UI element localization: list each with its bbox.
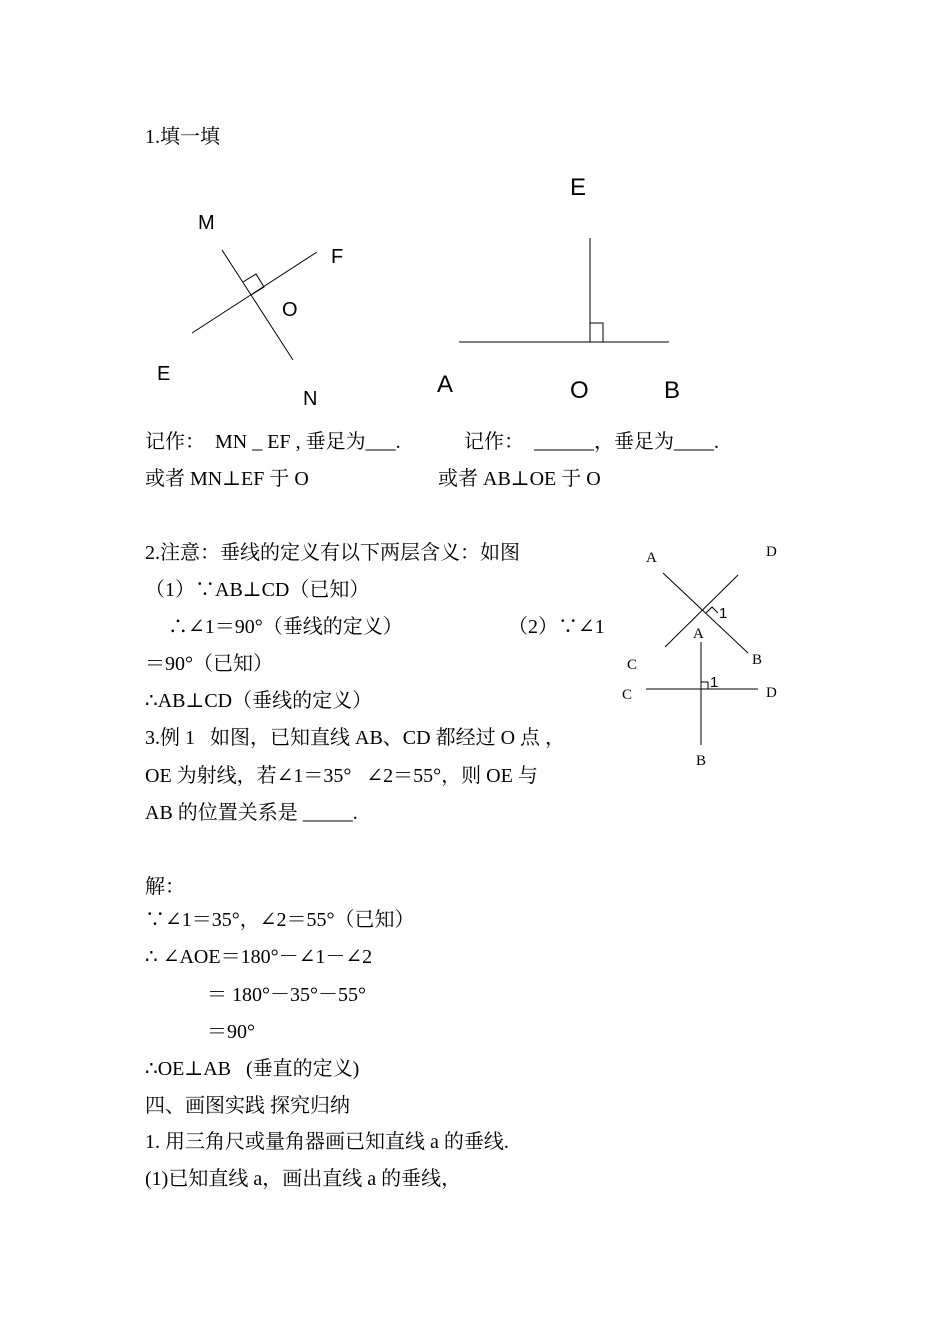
solution-line: ∵∠1＝35°，∠2＝55°（已知） <box>145 909 415 931</box>
example-line: OE 为射线，若∠1＝35° ∠2＝55°，则 OE 与 <box>145 765 538 787</box>
example-line: AB 的位置关系是 _____. <box>145 802 358 824</box>
fig-top-label-a: A <box>646 550 657 566</box>
solution-line: ＝90° <box>207 1021 255 1043</box>
notation-alt-right: 或者 AB⊥OE 于 O <box>438 468 601 490</box>
section2-line: （1）∵AB⊥CD（已知） <box>145 579 370 601</box>
figure-perpendicular-diagrams <box>620 560 800 760</box>
fig-bottom-label-1: 1 <box>710 674 719 691</box>
fig-bottom-label-c: C <box>622 687 633 703</box>
fig-top-label-b: B <box>752 652 763 668</box>
section4-line: (1)已知直线 a，画出直线 a 的垂线， <box>145 1168 462 1190</box>
solution-line: ＝ 180°－35°－55° <box>207 984 366 1006</box>
fig-bottom-label-b: B <box>696 753 707 769</box>
fig-top-label-1: 1 <box>719 605 728 622</box>
label-m: M <box>198 212 215 234</box>
label-f: F <box>331 246 344 268</box>
label-e2: E <box>570 174 587 201</box>
figure-mn-ef <box>140 200 380 420</box>
label-n: N <box>303 388 318 410</box>
label-o: O <box>282 299 298 321</box>
example-line: 3.例 1 如图，已知直线 AB、CD 都经过 O 点 ， <box>145 727 566 749</box>
figure-ab-oe <box>455 230 675 350</box>
section2-title: 2.注意：垂线的定义有以下两层含义：如图 <box>145 542 520 564</box>
label-o2: O <box>570 377 589 404</box>
label-b2: B <box>664 377 681 404</box>
label-a2: A <box>437 371 454 398</box>
section2-line: ∴AB⊥CD（垂线的定义） <box>145 690 373 712</box>
section2-line: （2）∵∠1 <box>508 616 605 638</box>
line-ab-tilted <box>663 573 748 653</box>
right-angle-mark <box>590 323 603 342</box>
fig-bottom-label-a: A <box>693 626 704 642</box>
solution-line: ∴OE⊥AB (垂直的定义) <box>145 1058 360 1080</box>
fig-bottom-label-d: D <box>766 685 777 701</box>
section4-title: 四、画图实践 探究归纳 <box>145 1095 350 1117</box>
section2-line: ＝90°（已知） <box>145 653 273 675</box>
solution-line: ∴ ∠AOE＝180°－∠1－∠2 <box>145 946 373 968</box>
label-e: E <box>157 363 171 385</box>
right-angle-mark <box>706 607 718 613</box>
fig-top-label-c: C <box>627 657 638 673</box>
solution-title: 解： <box>145 876 185 898</box>
section4-line: 1. 用三角尺或量角器画已知直线 a 的垂线. <box>145 1131 509 1153</box>
notation-alt-left: 或者 MN⊥EF 于 O <box>145 468 309 490</box>
section2-line: ∴∠1＝90°（垂线的定义） <box>168 616 403 638</box>
right-angle-mark <box>243 274 264 295</box>
right-angle-mark <box>701 682 708 689</box>
notation-row-left: 记作： MN _ EF , 垂足为___. <box>145 431 401 453</box>
notation-row-right: 记作： ______，垂足为____. <box>464 431 719 453</box>
fig-top-label-d: D <box>766 544 777 560</box>
section1-title: 1.填一填 <box>145 126 220 148</box>
